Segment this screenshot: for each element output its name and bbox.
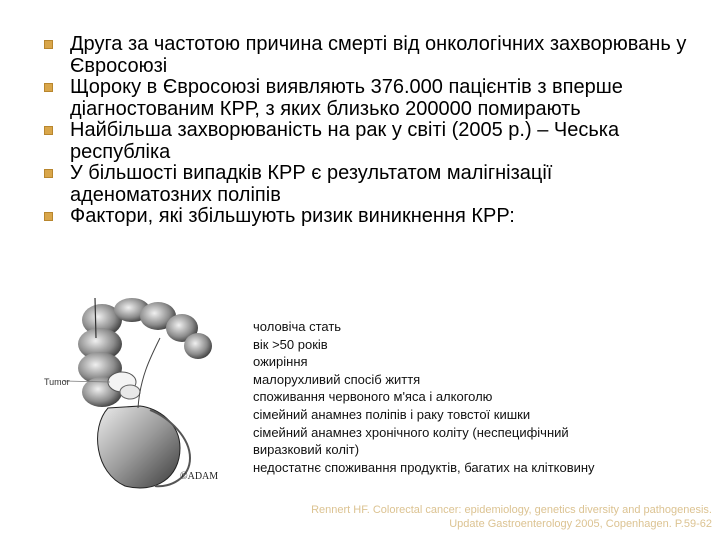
reference-line: Rennert HF. Colorectal cancer: epidemiology, genetics diversity and pathogenesis. [311,504,712,516]
bullet-text: Найбільша захворюваність на рак у світі (2005 р.) – Чеська республіка [70,119,620,163]
bullet-text: Фактори, які збільшують ризик виникнення КРР: [70,205,515,227]
square-bullet-icon [44,126,53,135]
risk-factor-list [253,318,693,476]
reference-citation [252,503,712,531]
square-bullet-icon [44,83,53,92]
rectum [98,406,190,488]
risk-factor-item: сімейний анамнез поліпів і раку товстої кишки [253,406,531,422]
risk-factor-item: споживання червоного м'яса і алкоголю [253,389,493,405]
bullet-item [44,77,694,120]
bullet-text: У більшості випадків КРР є результатом малігнізації аденоматозних поліпів [70,162,553,206]
tumor-label: Tumor [44,377,70,387]
risk-factor-item: виразковий коліт) [253,442,360,458]
bullet-item [44,34,694,77]
risk-factor-item: ожиріння [253,354,308,370]
square-bullet-icon [44,40,53,49]
bullet-item [44,206,694,228]
square-bullet-icon [44,212,53,221]
risk-factor-item: сімейний анамнез хронічного коліту (неспецифічний [253,424,569,440]
risk-factor-item: недостатнє споживання продуктів, багатих на клітковину [253,459,595,475]
bullet-text: Друга за частотою причина смерті від онкологічних захворювань у Євросоюзі [70,33,687,77]
square-bullet-icon [44,169,53,178]
risk-factor-item: вік >50 років [253,336,328,352]
reference-line: Update Gastroenterology 2005, Copenhagen. P.59-62 [449,518,712,530]
risk-factor-item: малорухливий спосіб життя [253,371,421,387]
transverse-colon [114,298,212,359]
ascending-colon [78,304,122,407]
bullet-list [44,34,694,228]
bullet-item [44,120,694,163]
colon-illustration [40,298,260,496]
bullet-item [44,163,694,206]
risk-factor-item: чоловіча стать [253,319,342,334]
adam-watermark: ©ADAM [180,471,219,482]
bullet-text: Щороку в Євросоюзі виявляють 376.000 пацієнтів з вперше діагностованим КРР, з яких близько 200000 помирають [70,76,623,120]
